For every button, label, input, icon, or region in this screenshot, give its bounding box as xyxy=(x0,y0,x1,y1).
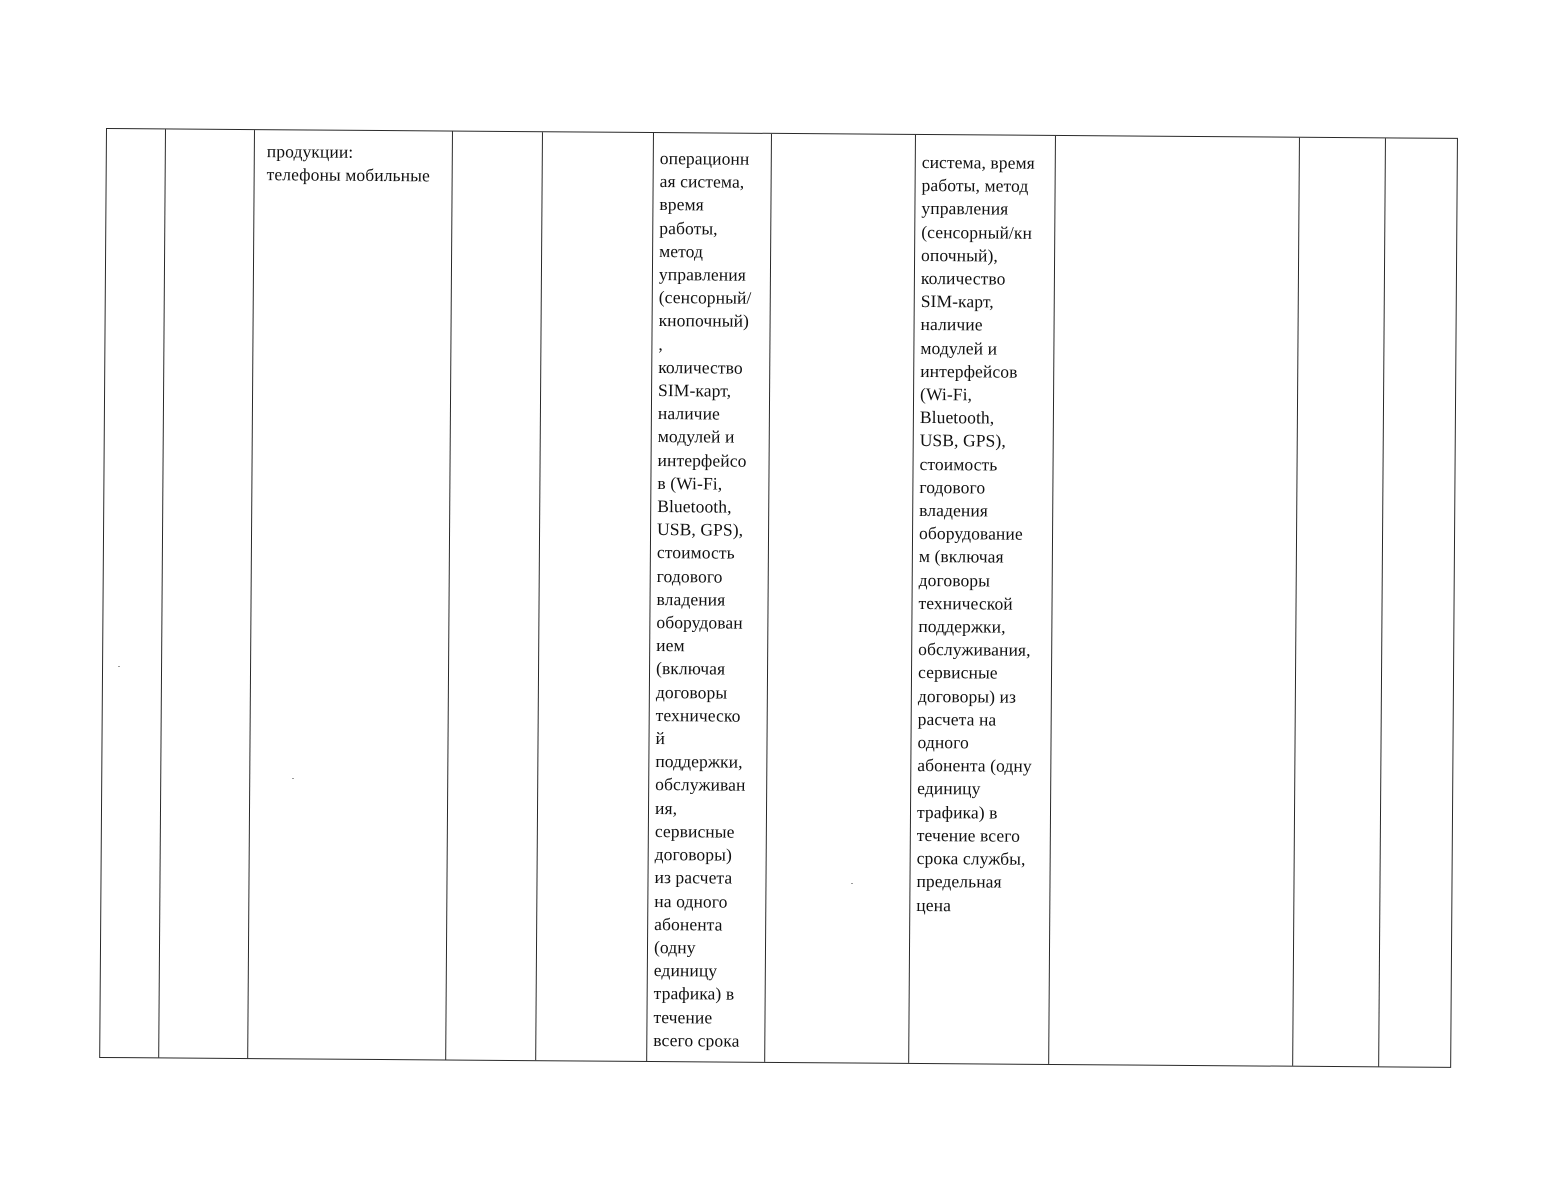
table-cell-description-b: система, время работы, метод управления (сенсорный/кн опочный), количество SIM-карт, наличие модулей и интерфейсов (Wi-Fi, Bluetooth, USB, GPS), стоимость годового владения оборудование м (включая договоры технической поддержки, обслуживания, сервисные договоры) из расчета на одного абонента (одну единицу трафика) в течение всего срока службы, предельная цена xyxy=(916,151,1035,915)
column-divider xyxy=(1292,138,1300,1066)
column-divider xyxy=(764,134,772,1062)
table xyxy=(99,128,1458,1068)
column-divider xyxy=(158,129,166,1057)
column-divider xyxy=(445,132,453,1060)
column-divider xyxy=(908,135,916,1063)
scan-speck xyxy=(292,778,294,779)
column-divider xyxy=(1048,136,1056,1064)
scan-speck xyxy=(851,883,853,884)
column-divider xyxy=(646,133,654,1061)
column-divider xyxy=(535,132,543,1060)
column-divider xyxy=(247,130,255,1058)
table-cell-product: продукции: телефоны мобильные xyxy=(266,141,430,186)
table-cell-description-a: операционн ая система, время работы, метод управления (сенсорный/ кнопочный) , количество SIM-карт, наличие модулей и интерфейсо в (Wi-Fi, Bluetooth, USB, GPS), стоимость годового владения оборудован ием (включая договоры техническо й поддержки, обслуживан ия, сервисные договоры) из расчета на одного абонента (одну единицу трафика) в течение всего срока xyxy=(653,148,752,1051)
scan-speck xyxy=(118,666,120,667)
column-divider xyxy=(1378,138,1386,1066)
